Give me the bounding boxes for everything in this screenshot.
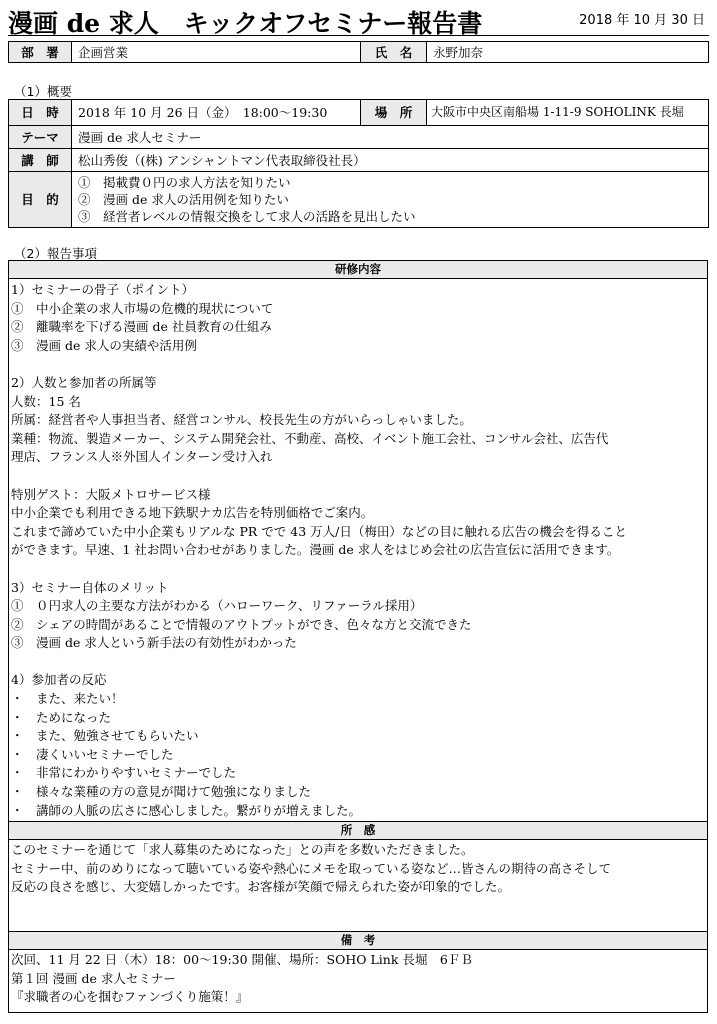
text-line [9,560,707,579]
text-line: 第１回 漫画 de 求人セミナー [11,970,176,986]
text-line: ③ 漫画 de 求人の実績や活用例 [11,337,197,353]
remarks-box [8,931,708,1013]
text-line: 業種：物流、製造メーカー、システム開発会社、不動産、高校、イベント施工会社、コンサル会社、広告代 [11,430,609,446]
name-label: 氏 名 [361,42,427,63]
datetime-value: 2018 年 10 月 26 日（金） 18:00〜19:30 [72,100,361,126]
name-value: 永野加奈 [427,42,709,63]
datetime-label: 日 時 [9,100,72,126]
impressions-box [8,821,708,932]
report-title: 漫画 de 求人 キックオフセミナー報告書 [8,9,483,38]
impressions-heading: 所 感 [9,822,707,840]
purpose-item: ② 漫画 de 求人の活用例を知りたい [78,192,289,207]
text-line [9,653,707,672]
text-line: ・ 非常にわかりやすいセミナーでした [11,765,237,781]
place-label: 場 所 [361,100,427,126]
text-line: 1）セミナーの骨子（ポイント） [11,282,194,297]
text-line: 反応の良さを感じ、大変嬉しかったです。お客様が笑顔で帰えられた姿が印象的でした。 [11,879,511,895]
text-line: セミナー中、前のめりになって聴いている姿や熱心にメモを取っている姿など…皆さんの期待の高さそして [11,860,612,876]
text-line: 『求職者の心を掴むファンづくり施策！』 [11,989,249,1005]
purpose-item: ① 掲載費０円の求人方法を知りたい [78,175,291,190]
text-line: ② シェアの時間があることで情報のアウトプットができ、色々な方と交流できた [11,616,472,632]
text-line: ・ 凄くいいセミナーでした [11,746,174,762]
report-section-title: （2）報告事項 [14,246,97,261]
text-line: 理店、フランス人※外国人インターン受け入れ [11,449,273,465]
text-line: ③ 漫画 de 求人という新手法の有効性がわかった [11,635,297,651]
impressions-body [9,840,707,897]
text-line: 中小企業でも利用できる地下鉄駅ナカ広告を特別価格でご案内。 [11,505,374,521]
training-heading: 研修内容 [9,261,707,279]
text-line: ① ０円求人の主要な方法がわかる（ハローワーク、リファーラル採用） [11,598,423,614]
reporter-table [8,41,709,63]
training-body [9,279,707,839]
text-line: ・ 講師の人脈の広さに感心しました。繋がりが増えました。 [11,802,362,818]
remarks-heading: 備 考 [9,932,707,950]
purpose-label: 目 的 [9,172,72,228]
text-line [9,467,707,486]
text-line: ・ また、勉強させてもらいたい [11,728,199,744]
theme-value: 漫画 de 求人セミナー [72,126,709,149]
text-line: ・ 様々な業種の方の意見が聞けて勉強になりました [11,784,312,800]
dept-value: 企画営業 [72,42,361,63]
text-line: このセミナーを通じて「求人募集のためになった」との声を多数いただきました。 [11,842,474,857]
text-line: 特別ゲスト：大阪メトロサービス様 [11,486,211,502]
purpose-item: ③ 経営者レベルの情報交換をして求人の活路を見出したい [78,209,416,224]
overview-section-title: （1）概要 [14,84,72,99]
text-line: 人数：15 名 [11,393,81,409]
overview-table [8,99,709,228]
purpose-value [72,172,709,228]
lecturer-label: 講 師 [9,149,72,172]
text-line: ② 離職率を下げる漫画 de 社員教育の仕組み [11,319,272,335]
theme-label: テーマ [9,126,72,149]
title-rule [8,35,709,36]
remarks-body [9,950,707,1007]
text-line: 2）人数と参加者の所属等 [11,374,157,390]
lecturer-value: 松山秀俊（(株) アンシャントマン代表取締役社長） [72,149,709,172]
text-line: ① 中小企業の求人市場の危機的現状について [11,300,274,316]
text-line: これまで諦めていた中小企業もリアルな PR でで 43 万人/日（梅田）などの目に触れる広告の機会を得ること [11,523,627,539]
place-value: 大阪市中央区南船場 1-11-9 SOHOLINK 長堀 [427,100,709,126]
text-line: 4）参加者の反応 [11,672,107,688]
text-line: 所属：経営者や人事担当者、経営コンサル、校長先生の方がいらっしゃいました。 [11,412,472,428]
text-line: ・ また、来たい！ [11,691,124,707]
text-line: 3）セミナー自体のメリット [11,579,169,595]
text-line [9,355,707,374]
text-line: ・ ためになった [11,709,112,725]
report-date: 2018 年 10 月 30 日 [579,13,705,28]
text-line: ができます。早速、1 社お問い合わせがありました。漫画 de 求人をはじめ会社の広告宣伝に活用できます。 [11,542,620,558]
dept-label: 部 署 [9,42,72,63]
text-line: 次回、11 月 22 日（木）18：00〜19:30 開催、場所：SOHO Link 長堀 6ＦＢ [11,952,473,967]
training-box [8,260,708,822]
